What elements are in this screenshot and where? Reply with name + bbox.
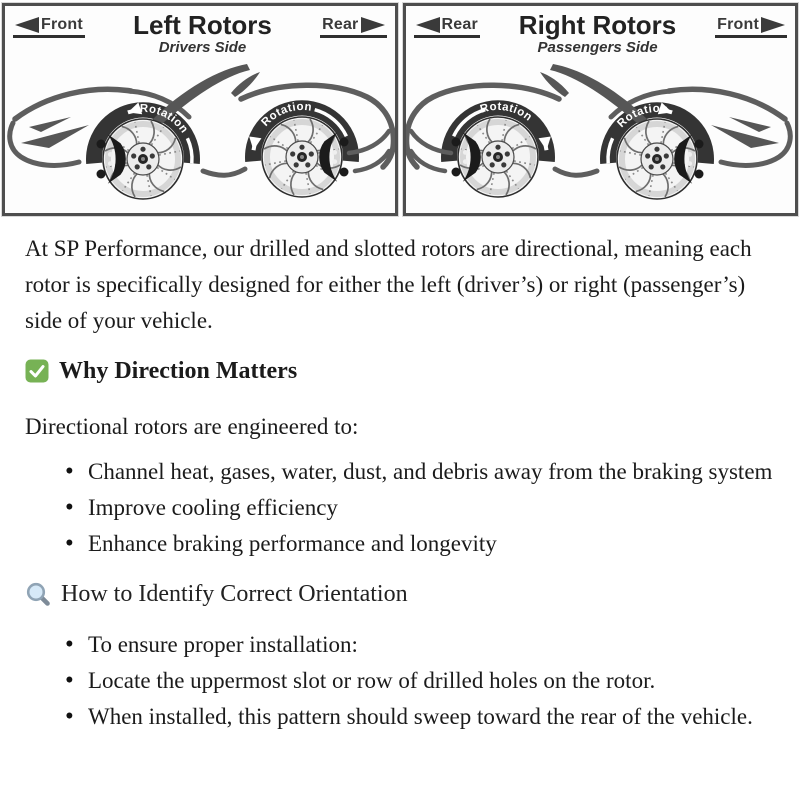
benefits-list bbox=[25, 454, 775, 562]
rear-direction-label bbox=[320, 16, 386, 38]
rotation-label: Rotation bbox=[259, 100, 313, 129]
panel-title: Left Rotors bbox=[133, 10, 272, 40]
list-item: • Channel heat, gases, water, dust, and debris away from the braking system bbox=[65, 454, 775, 490]
right-panel-titles bbox=[480, 12, 715, 56]
panel-title: Right Rotors bbox=[518, 10, 677, 40]
right-rotors-panel bbox=[403, 3, 799, 216]
rear-direction-label bbox=[414, 16, 480, 38]
right-panel-header bbox=[406, 10, 796, 56]
front-direction-label bbox=[715, 16, 787, 38]
right-arrow-icon bbox=[761, 17, 785, 33]
left-car-illustration bbox=[5, 55, 395, 213]
left-arrow-icon bbox=[416, 17, 440, 33]
installation-list bbox=[25, 627, 775, 735]
direction-text: Rear bbox=[441, 16, 478, 33]
direction-text: Front bbox=[717, 16, 759, 33]
engineered-to-lead: Directional rotors are engineered to: bbox=[25, 414, 359, 439]
list-item: • Improve cooling efficiency bbox=[65, 490, 775, 526]
magnifying-glass-icon bbox=[25, 581, 51, 607]
section-heading-identify-orientation bbox=[25, 577, 775, 611]
left-panel-header bbox=[5, 10, 395, 56]
direction-text: Rear bbox=[322, 16, 359, 33]
right-arrow-icon bbox=[361, 17, 385, 33]
check-mark-icon bbox=[25, 359, 49, 383]
section-heading-text: How to Identify Correct Orientation bbox=[61, 581, 408, 607]
front-direction-label bbox=[13, 16, 85, 38]
list-item: • Locate the uppermost slot or row of drilled holes on the rotor. bbox=[65, 663, 775, 699]
left-arrow-icon bbox=[15, 17, 39, 33]
article-body bbox=[0, 231, 800, 735]
rotation-label: Rotation bbox=[615, 102, 670, 131]
list-item: • Enhance braking performance and longevity bbox=[65, 526, 775, 562]
panel-subtitle: Passengers Side bbox=[537, 39, 658, 56]
list-item: • When installed, this pattern should sweep toward the rear of the vehicle. bbox=[65, 699, 775, 735]
left-panel-titles bbox=[85, 12, 320, 56]
left-rotors-panel bbox=[2, 3, 398, 216]
rotor-direction-diagram bbox=[0, 0, 800, 218]
direction-text: Front bbox=[41, 16, 83, 33]
section-heading-why-direction-matters bbox=[25, 354, 775, 388]
rotation-label: Rotation bbox=[479, 100, 535, 124]
right-car-illustration bbox=[405, 55, 795, 213]
list-item: • To ensure proper installation: bbox=[65, 627, 775, 663]
panel-subtitle: Drivers Side bbox=[158, 39, 247, 56]
intro-paragraph: At SP Performance, our drilled and slotted rotors are directional, meaning each rotor is specifically designed for either the left (driver’s) or right (passenger’s) side of your vehicle. bbox=[25, 236, 752, 333]
section-heading-text: Why Direction Matters bbox=[59, 358, 298, 384]
rotation-label: Rotation bbox=[139, 102, 190, 136]
